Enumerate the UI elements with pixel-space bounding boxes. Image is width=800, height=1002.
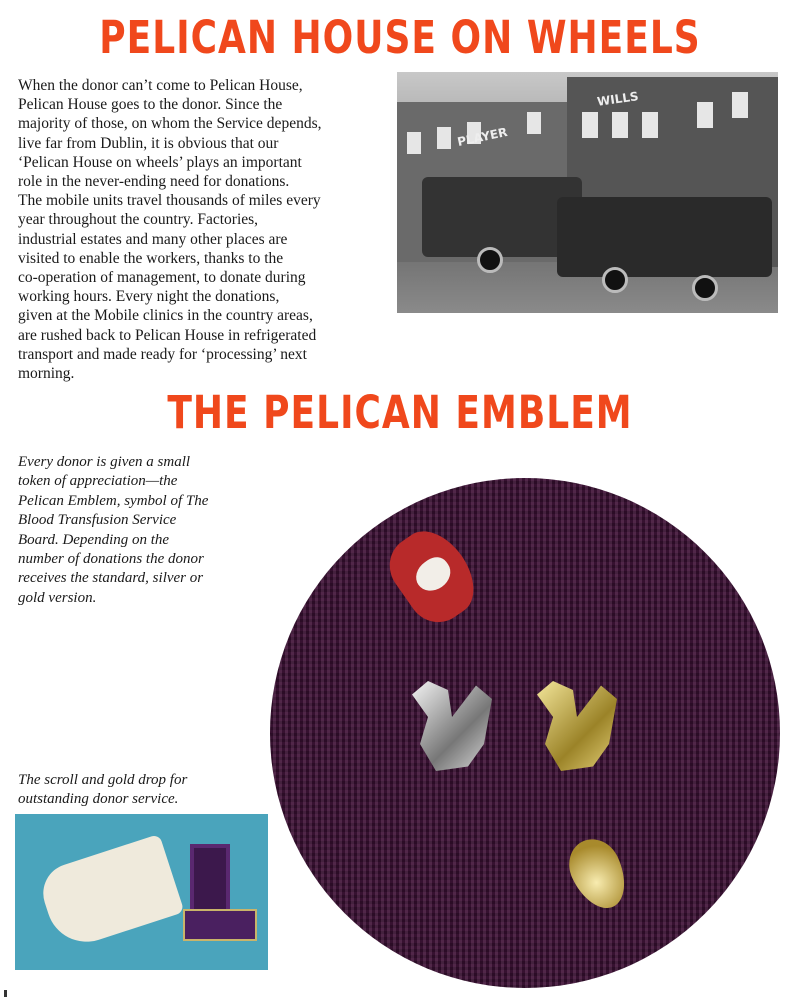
gold-emblem bbox=[537, 681, 617, 771]
text-line: Pelican Emblem, symbol of The bbox=[18, 492, 209, 509]
text-line: The scroll and gold drop for bbox=[18, 772, 188, 788]
text-line: token of appreciation—the bbox=[18, 473, 178, 490]
text-line: gold version. bbox=[18, 589, 97, 606]
text-line: transport and made ready for ‘processing’ next bbox=[18, 345, 307, 363]
text-line: outstanding donor service. bbox=[18, 791, 179, 808]
scroll bbox=[36, 834, 185, 952]
page-mark bbox=[4, 990, 7, 997]
text-line: ‘Pelican House on wheels’ plays an important bbox=[18, 153, 302, 171]
heading-pelican-house-on-wheels: PELICAN HOUSE ON WHEELS bbox=[99, 12, 701, 65]
player-sign: PLAYER bbox=[456, 124, 509, 150]
text-line: role in the never-ending need for donations. bbox=[18, 173, 290, 191]
wills-sign: WILLS bbox=[596, 89, 640, 109]
wheels-paragraph bbox=[18, 76, 321, 383]
box-lid bbox=[190, 844, 230, 918]
text-line: Every donor is given a small bbox=[18, 454, 191, 470]
emblems-photo bbox=[270, 478, 780, 988]
silver-emblem bbox=[412, 681, 492, 771]
gift-box bbox=[183, 909, 257, 941]
text-line: are rushed back to Pelican House in refrigerated bbox=[18, 326, 317, 344]
scroll-caption bbox=[18, 771, 187, 810]
text-line: industrial estates and many other places are bbox=[18, 230, 288, 248]
text-line: Board. Depending on the bbox=[18, 531, 170, 548]
text-line: number of donations the donor bbox=[18, 551, 204, 568]
mobile-unit-photo bbox=[397, 72, 778, 313]
text-line: working hours. Every night the donations, bbox=[18, 288, 280, 306]
text-line: year throughout the country. Factories, bbox=[18, 211, 259, 229]
text-line: The mobile units travel thousands of miles every bbox=[18, 192, 321, 210]
text-line: morning. bbox=[18, 365, 75, 383]
standard-emblem bbox=[378, 518, 488, 634]
text-line: co-operation of management, to donate during bbox=[18, 269, 306, 287]
text-line: When the donor can’t come to Pelican House, bbox=[18, 77, 303, 94]
gold-drop bbox=[560, 831, 636, 917]
text-line: Pelican House goes to the donor. Since the bbox=[18, 96, 283, 114]
heading-pelican-emblem: THE PELICAN EMBLEM bbox=[167, 387, 633, 440]
emblem-paragraph bbox=[18, 453, 208, 608]
text-line: majority of those, on whom the Service depends, bbox=[18, 115, 322, 133]
text-line: Blood Transfusion Service bbox=[18, 512, 177, 529]
text-line: given at the Mobile clinics in the country areas, bbox=[18, 307, 313, 325]
scroll-photo bbox=[15, 814, 268, 970]
text-line: receives the standard, silver or bbox=[18, 570, 204, 587]
text-line: visited to enable the workers, thanks to the bbox=[18, 249, 284, 267]
text-line: live far from Dublin, it is obvious that our bbox=[18, 134, 279, 152]
